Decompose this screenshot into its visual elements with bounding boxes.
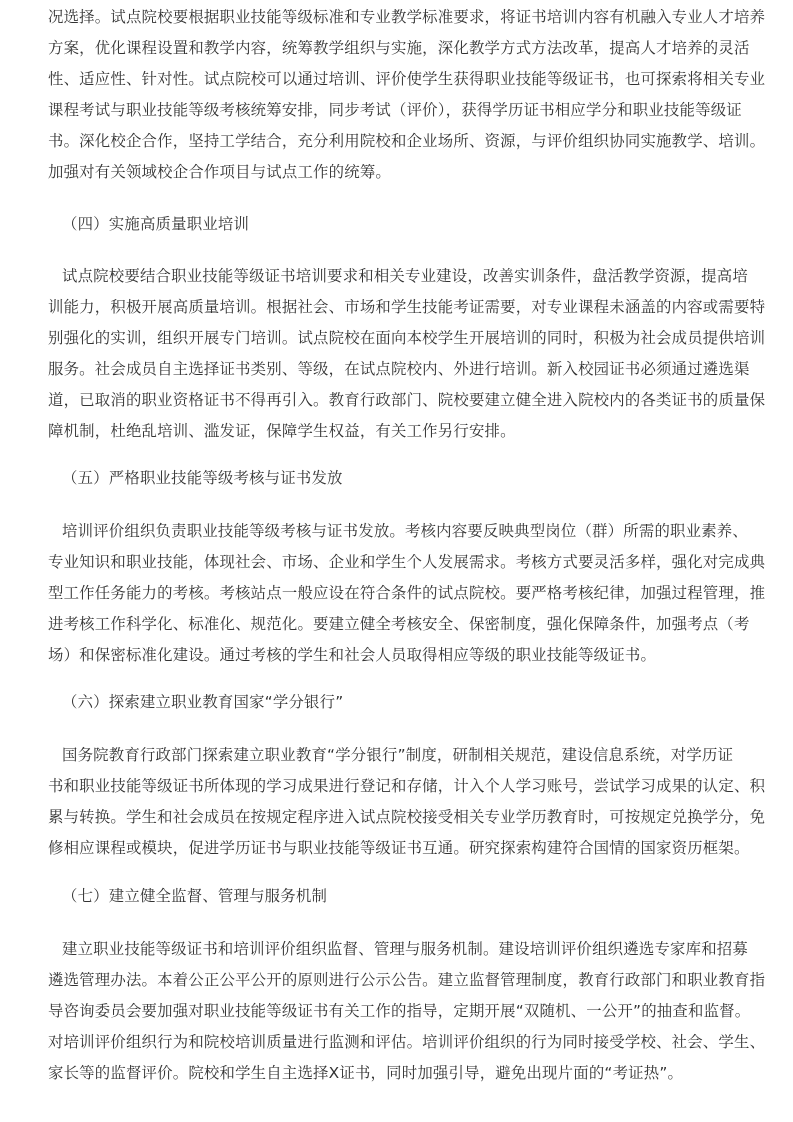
paragraph-line: 障机制，杜绝乱培训、滥发证，保障学生权益，有关工作另行安排。 [48, 422, 516, 440]
paragraph-line: 课程考试与职业技能等级考核统筹安排，同步考试（评价），获得学历证书相应学分和职业技能等级证 [48, 101, 742, 119]
paragraph-line: 加强对有关领域校企合作项目与试点工作的统筹。 [48, 163, 391, 181]
paragraph-line: 累与转换。学生和社会成员在按规定程序进入试点院校接受相关专业学历教育时，可按规定兑换学分，免 [48, 808, 766, 826]
paragraph-line: 国务院教育行政部门探索建立职业教育“学分银行”制度，研制相关规范，建设信息系统，对学历证 [62, 746, 734, 764]
paragraph-line: 进考核工作科学化、标准化、规范化。要建立健全考核安全、保密制度，强化保障条件，加强考点（考 [48, 615, 750, 633]
paragraph-line: 遴选管理办法。本着公正公平公开的原则进行公示公告。建立监督管理制度，教育行政部门和职业教育指 [48, 971, 766, 989]
paragraph-line: 性、适应性、针对性。试点院校可以通过培训、评价使学生获得职业技能等级证书，也可探索将相关专业 [48, 70, 766, 88]
paragraph-line: 方案，优化课程设置和教学内容，统筹教学组织与实施，深化教学方式方法改革，提高人才培养的灵活 [48, 39, 750, 57]
paragraph-line: 修相应课程或模块，促进学历证书与职业技能等级证书互通。研究探索构建符合国情的国家资历框架。 [48, 839, 750, 857]
paragraph-line: 训能力，积极开展高质量培训。根据社会、市场和学生技能考证需要，对专业课程未涵盖的内容或需要特 [48, 298, 766, 316]
paragraph-line: 试点院校要结合职业技能等级证书培训要求和相关专业建设，改善实训条件，盘活教学资源，提高培 [62, 267, 748, 285]
paragraph-line: 建立职业技能等级证书和培训评价组织监督、管理与服务机制。建设培训评价组织遴选专家库和招募 [62, 940, 748, 958]
paragraph-line: 道，已取消的职业资格证书不得再引入。教育行政部门、院校要建立健全进入院校内的各类证书的质量保 [48, 391, 766, 409]
paragraph-line: 型工作任务能力的考核。考核站点一般应设在符合条件的试点院校。要严格考核纪律，加强过程管理，推 [48, 584, 766, 602]
paragraph-line: 书和职业技能等级证书所体现的学习成果进行登记和存储，计入个人学习账号，尝试学习成果的认定、积 [48, 777, 766, 795]
paragraph-line: 专业知识和职业技能，体现社会、市场、企业和学生个人发展需求。考核方式要灵活多样，强化对完成典 [48, 553, 766, 571]
paragraph-line: 别强化的实训，组织开展专门培训。试点院校在面向本校学生开展培训的同时，积极为社会成员提供培训 [48, 329, 766, 347]
paragraph-line: 场）和保密标准化建设。通过考核的学生和社会人员取得相应等级的职业技能等级证书。 [48, 646, 657, 664]
paragraph-line: 况选择。试点院校要根据职业技能等级标准和专业教学标准要求，将证书培训内容有机融入专业人才培养 [48, 8, 766, 26]
paragraph-line: 书。深化校企合作，坚持工学结合，充分利用院校和企业场所、资源，与评价组织协同实施教学、培训。 [48, 132, 766, 150]
section-heading-5: （五）严格职业技能等级考核与证书发放 [62, 469, 343, 487]
section-heading-7: （七）建立健全监督、管理与服务机制 [62, 887, 328, 905]
paragraph-line: 服务。社会成员自主选择证书类别、等级，在试点院校内、外进行培训。新入校园证书必须通过遴选渠 [48, 360, 750, 378]
section-heading-4: （四）实施高质量职业培训 [62, 215, 250, 233]
paragraph-line: 家长等的监督评价。院校和学生自主选择X证书，同时加强引导，避免出现片面的“考证热”。 [48, 1064, 684, 1082]
paragraph-line: 对培训评价组织行为和院校培训质量进行监测和评估。培训评价组织的行为同时接受学校、社会、学生、 [48, 1033, 766, 1051]
paragraph-line: 培训评价组织负责职业技能等级考核与证书发放。考核内容要反映典型岗位（群）所需的职业素养、 [62, 522, 748, 540]
section-heading-6: （六）探索建立职业教育国家“学分银行” [62, 693, 344, 711]
paragraph-line: 导咨询委员会要加强对职业技能等级证书有关工作的指导，定期开展“双随机、一公开”的抽查和监督。 [48, 1002, 751, 1020]
